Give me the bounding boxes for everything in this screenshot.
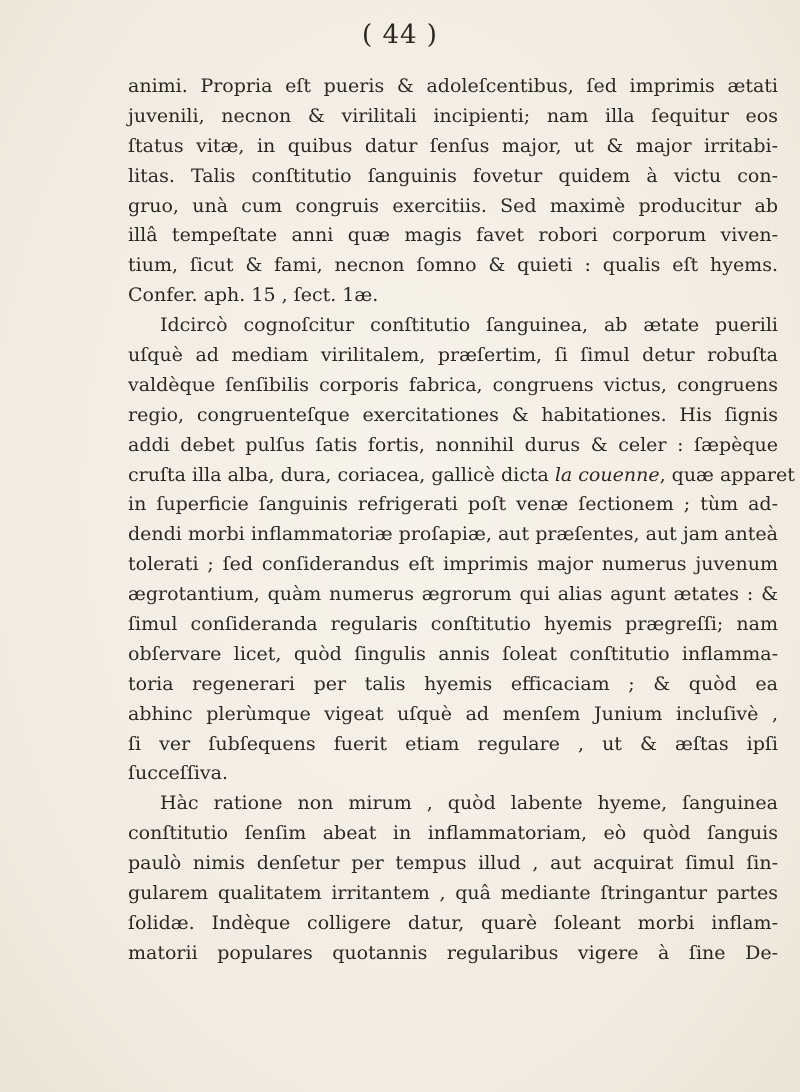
text-line: conſtitutio ſenſim abeat in inflammatoriam, eò quòd ſanguis [128,822,778,845]
text-line: Idcircò cognoſcitur conſtitutio ſanguinea, ab ætate puerili [160,314,778,337]
text-line: ſi ver ſubſequens fuerit etiam regulare , ut & æſtas ipſi [128,732,778,755]
text-line: dendi morbi inflammatoriæ proſapiæ, aut præſentes, aut jam anteà [128,523,778,546]
text-line: Confer. aph. 15 , ſect. 1æ. [128,284,379,307]
text-line: regio, congruenteſque exercitationes & habitationes. His ſignis [128,403,778,426]
text-line: gruo, unà cum congruis exercitiis. Sed maximè producitur ab [128,194,778,217]
text-line: valdèque ſenſibilis corporis fabrica, congruens victus, congruens [128,373,778,396]
italic-term: la couenne [554,463,660,486]
text-line: Hàc ratione non mirum , quòd labente hyeme, ſanguinea [160,792,778,815]
text-line: toria regenerari per talis hyemis efficaciam ; & quòd ea [128,672,778,695]
text-line: obſervare licet, quòd ſingulis annis ſoleat conſtitutio inflamma- [128,642,778,665]
text-line: ſimul conſideranda regularis conſtitutio hyemis prægreſſi; nam [128,613,778,636]
text-line: animi. Propria eſt pueris & adoleſcentibus, ſed imprimis ætati [128,75,778,97]
text-line: litas. Talis conſtitutio ſanguinis fovetur quidem à victu con- [128,164,778,187]
text-line: tium, ſicut & fami, necnon ſomno & quieti : qualis eſt hyems. [128,254,778,277]
page-number: ( 44 ) [362,20,438,50]
text-line: paulò nimis denſetur per tempus illud , aut acquirat ſimul ſin- [128,852,778,875]
text-segment: , quæ apparet [659,463,795,486]
text-line: ægrotantium, quàm numerus ægrorum qui alias agunt ætates : & [128,583,778,606]
text-line: ſolidæ. Indèque colligere datur, quarè ſoleant morbi inflam- [128,911,778,934]
text-segment: cruſta illa alba, dura, coriacea, gallicè dicta [128,463,555,486]
text-line: illâ tempeſtate anni quæ magis favet robori corporum viven- [128,224,778,247]
text-line: ſucceſſiva. [128,762,229,785]
body-text [128,72,795,969]
text-line: in ſuperficie ſanguinis refrigerati poſt venæ ſectionem ; tùm ad- [128,493,778,516]
text-line: juvenili, necnon & virilitali incipienti; nam illa ſequitur eos [128,104,778,127]
text-line: ſtatus vitæ, in quibus datur ſenſus major, ut & major irritabi- [128,134,778,157]
text-line: tolerati ; ſed conſiderandus eſt imprimis major numerus juvenum [128,553,778,576]
text-line: addi debet pulſus ſatis fortis, nonnihil durus & celer : ſæpèque [128,433,778,456]
text-line [128,461,795,491]
text-line: matorii populares quotannis regularibus vigere à ſine De- [128,941,778,964]
text-line: uſquè ad mediam virilitalem, præſertim, ſi ſimul detur robuſta [128,344,778,367]
text-line: gularem qualitatem irritantem , quâ mediante ſtringantur partes [128,882,778,905]
text-line: abhinc plerùmque vigeat uſquè ad menſem Junium incluſivè , [128,702,778,725]
